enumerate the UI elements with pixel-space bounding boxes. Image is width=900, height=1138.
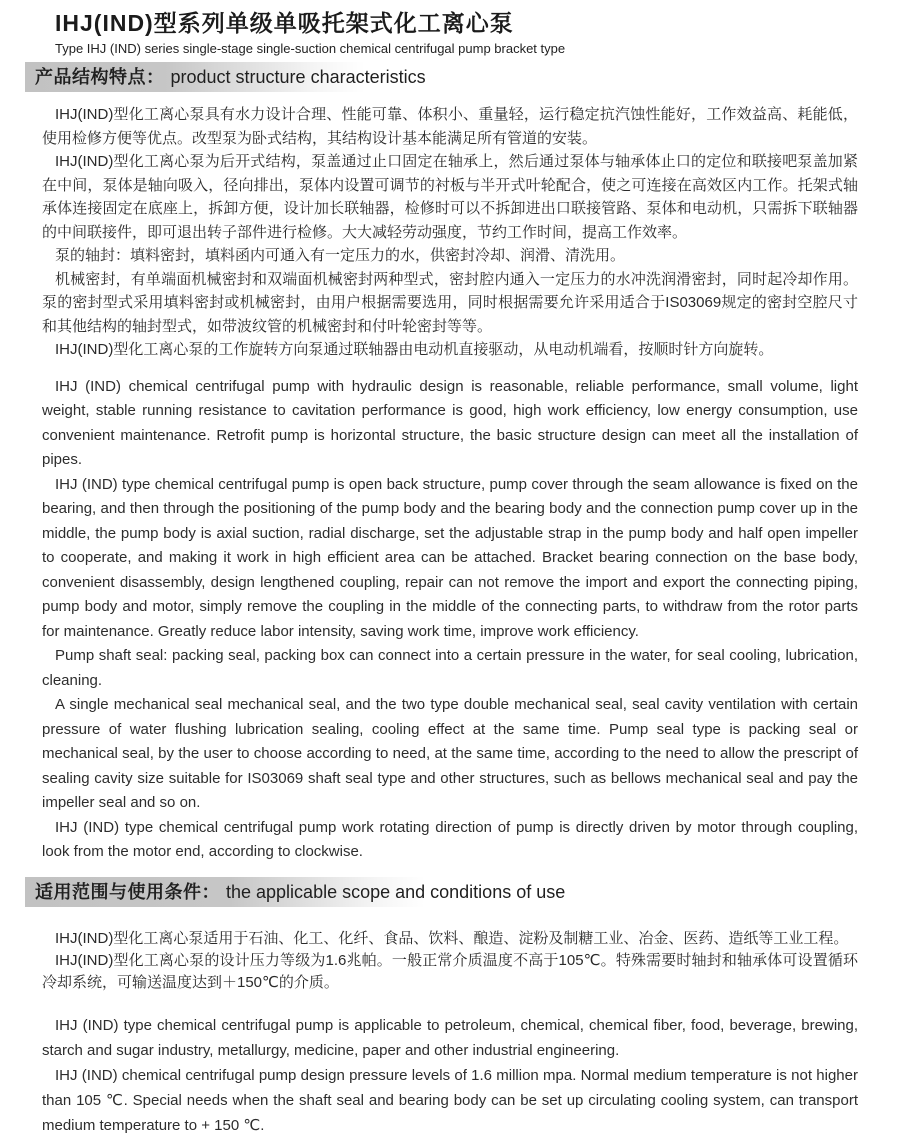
section-1-english-paragraphs bbox=[42, 375, 858, 865]
paragraph-zh: IHJ(IND)型化工离心泵的设计压力等级为1.6兆帕。一般正常介质温度不高于105℃。特殊需要时轴封和轴承体可设置循环冷却系统，可输送温度达到＋150℃的介质。 bbox=[42, 951, 858, 991]
paragraph-zh: IHJ(IND)型化工离心泵的工作旋转方向泵通过联轴器由电动机直接驱动，从电动机端看，按顺时针方向旋转。 bbox=[55, 341, 774, 358]
paragraph-zh: IHJ(IND)型化工离心泵为后开式结构，泵盖通过止口固定在轴承上，然后通过泵体与轴承体止口的定位和联接吧泵盖加紧在中间，泵体是轴向吸入，径向排出，泵体内设置可调节的衬板与半开式叶轮配合，使之可连接在高效区内工作。托架式轴承体连接固定在底座上，拆卸方便，设计加长联轴器，检修时可以不拆卸进出口联接管路、泵体和电动机，只需拆下联轴器的中间联接件，即可退出转子部件进行检修。大大减轻劳动强度，节约工作时间，提高工作效率。 bbox=[42, 153, 858, 241]
section-heading-en: the applicable scope and conditions of use bbox=[226, 881, 566, 902]
paragraph-en: IHJ (IND) chemical centrifugal pump with hydraulic design is reasonable, reliable performance, small volume, light weight, stable running resistance to cavitation performance is good, high work efficiency, low energy consumption, use convenient maintenance. Retrofit pump is horizontal structure, the basic structure design can meet all the installation of pipes. bbox=[42, 377, 858, 468]
section-heading-en: product structure characteristics bbox=[170, 67, 426, 87]
paragraph-zh: 机械密封，有单端面机械密封和双端面机械密封两种型式，密封腔内通入一定压力的水冲洗润滑密封，同时起冷却作用。泵的密封型式采用填料密封或机械密封，由用户根据需要选用，同时根据需要允许采用适合于IS03069规定的密封空腔尺寸和其他结构的轴封型式，如带波纹管的机械密封和付叶轮密封等等。 bbox=[42, 270, 858, 335]
section-heading-product-structure bbox=[25, 62, 858, 92]
paragraph-zh: IHJ(IND)型化工离心泵具有水力设计合理、性能可靠、体积小、重量轻，运行稳定抗汽蚀性能好，工作效益高、耗能低，使用检修方便等优点。改型泵为卧式结构，其结构设计基本能满足所有管道的安装。 bbox=[42, 106, 858, 147]
section-heading-zh: 产品结构特点： bbox=[35, 67, 165, 87]
paragraph-en: A single mechanical seal mechanical seal, and the two type double mechanical seal, seal cavity ventilation with certain pressure of water flushing lubrication sealing, cooling effect at the same time. Pump seal type is packing seal or mechanical seal, by the user to choose according to need, at the same time, according to the need to allow the prescript of sealing cavity size suitable for IS03069 shaft seal type and other structures, such as bellows mechanical seal and pay the impeller seal and so on. bbox=[42, 696, 858, 811]
page-title: IHJ(IND)型系列单级单吸托架式化工离心泵 bbox=[55, 10, 514, 36]
paragraph-en: IHJ (IND) type chemical centrifugal pump is applicable to petroleum, chemical, chemical fiber, food, beverage, brewing, starch and sugar industry, metallurgy, medicine, paper and other industrial engineering. bbox=[42, 1016, 858, 1059]
section-heading-applicable-scope bbox=[25, 877, 858, 907]
paragraph-en: IHJ (IND) chemical centrifugal pump design pressure levels of 1.6 million mpa. Normal medium temperature is not higher than 105 ℃. Special needs when the shaft seal and bearing body can be set up circulating cooling system, can transport medium temperature to + 150 ℃. bbox=[42, 1066, 858, 1134]
section-heading-zh: 适用范围与使用条件： bbox=[35, 881, 220, 902]
paragraph-zh: 泵的轴封：填料密封，填料函内可通入有一定压力的水，供密封冷却、润滑、清洗用。 bbox=[55, 247, 626, 264]
page-subtitle: Type IHJ (IND) series single-stage single-suction chemical centrifugal pump bracket type bbox=[55, 41, 566, 56]
section-2-english-paragraphs bbox=[42, 1013, 858, 1138]
paragraph-en: IHJ (IND) type chemical centrifugal pump work rotating direction of pump is directly driven by motor through coupling, look from the motor end, according to clockwise. bbox=[42, 818, 858, 860]
paragraph-zh: IHJ(IND)型化工离心泵适用于石油、化工、化纤、食品、饮料、酿造、淀粉及制糖工业、冶金、医药、造纸等工业工程。 bbox=[55, 929, 849, 947]
paragraph-en: Pump shaft seal: packing seal, packing box can connect into a certain pressure in the water, for seal cooling, lubrication, cleaning. bbox=[42, 647, 858, 689]
section-1-chinese-paragraphs bbox=[42, 103, 858, 362]
paragraph-en: IHJ (IND) type chemical centrifugal pump is open back structure, pump cover through the seam allowance is fixed on the bearing, and then through the positioning of the pump body and the bearing body and the connection pump cover up in the middle, the pump body is axial suction, radial discharge, set the adjustable strap in the pump body and half open impeller to cooperate, and making it work in high efficient area can be attached. Bracket bearing connection on the base body, convenient disassembly, design lengthened coupling, repair can not remove the import and export the connecting piping, pump body and motor, simply remove the coupling in the middle of the connecting parts, to withdraw from the rotor parts for maintenance. Greatly reduce labor intensity, saving work time, improve work efficiency. bbox=[42, 475, 858, 640]
section-2-chinese-paragraphs bbox=[42, 928, 858, 994]
